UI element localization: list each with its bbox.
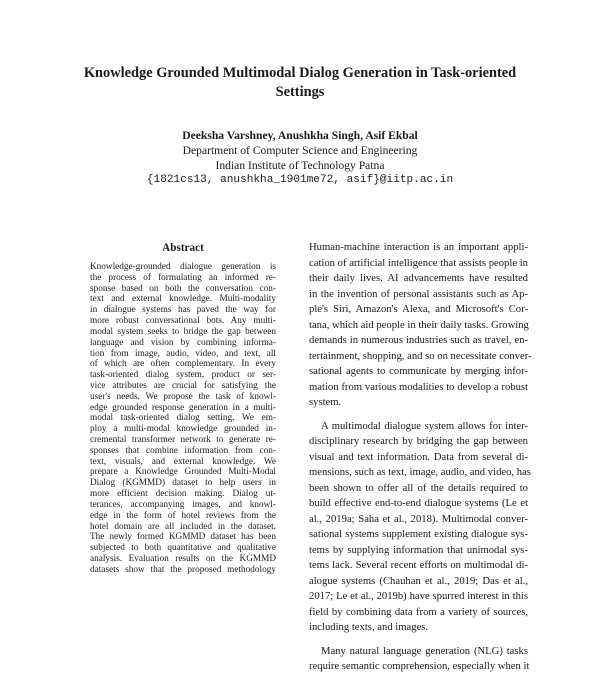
text-line: of which are often complementary. In every	[90, 359, 276, 370]
abstract-section	[90, 241, 276, 576]
text-line: demands in numerous industries such as travel, en-	[309, 335, 528, 346]
text-line: tems by supplying information that unimodal sys-	[309, 544, 528, 556]
author-names: Deeksha Varshney, Anushkha Singh, Asif Ekbal	[182, 129, 418, 142]
text-line: text and external knowledge. Multi-modality	[90, 294, 276, 305]
body-paragraph-1	[309, 240, 532, 411]
author-institute: Indian Institute of Technology Patna	[215, 159, 385, 172]
text-line: mation from various modalities to develop a robust	[309, 381, 528, 393]
text-line: tana, which aid people in their daily tasks. Growing	[309, 319, 529, 331]
text-line: Dialog (KGMMD) dataset to help users in	[90, 478, 276, 489]
text-line: modal system seeks to bridge the gap between	[90, 326, 276, 337]
text-line: in the invention of personal assistants such as Ap-	[309, 288, 528, 300]
text-line: task-oriented dialog system, product or ser-	[90, 370, 276, 381]
author-department: Department of Computer Science and Engineering	[182, 144, 418, 157]
text-line: datasets show that the proposed methodology	[90, 564, 276, 575]
text-line: their daily lives. AI advancements have resulted	[309, 273, 528, 284]
text-line: in dialogue systems has paved the way for	[90, 305, 276, 316]
text-line: prepare a Knowledge Grounded Multi-Modal	[90, 467, 276, 478]
text-line: been shown to offer all of the details required to	[309, 482, 528, 494]
text-line: tertainment, shopping, and so on necessitate conver-	[309, 350, 532, 362]
text-line: vice attributes are crucial for satisfying the	[90, 380, 276, 391]
author-email: {1821cs13, anushkha_1901me72, asif}@iitp.ac.in	[146, 174, 454, 186]
abstract-text	[90, 262, 276, 576]
paper-title	[60, 64, 540, 102]
text-line: sational systems supplement existing dialogue sys-	[309, 529, 528, 540]
text-line: including texts, and images.	[309, 622, 429, 633]
text-line: The newly formed KGMMD dataset has been	[90, 532, 276, 543]
title-line: Knowledge Grounded Multimodal Dialog Generation in Task-oriented	[83, 65, 517, 81]
title-line: Settings	[275, 84, 325, 100]
text-line: user's needs. We propose the task of knowl-	[90, 391, 276, 402]
text-line: the process of formulating an informed re-	[90, 272, 276, 283]
text-line: system.	[309, 397, 342, 408]
text-line: hotel domain are all included in the dataset.	[90, 521, 276, 532]
text-line: disciplinary research by bridging the gap between	[309, 436, 528, 447]
text-line: subjected to both quantitative and qualitative	[90, 543, 276, 554]
text-line: Human-machine interaction is an important appli-	[309, 242, 528, 253]
body-paragraph-3	[309, 644, 528, 675]
text-line: more efficient decision making. Dialog ut-	[90, 489, 276, 500]
text-line: more robust conversational bots. Any multi-	[90, 316, 276, 327]
text-line: analysis. Evaluation results on the KGMMD	[90, 553, 276, 564]
text-line: modal task-oriented dialog setting. We em-	[90, 413, 276, 424]
text-line: edge in the form of hotel reviews from the	[90, 510, 276, 521]
text-line: Knowledge-grounded dialogue generation is	[90, 262, 276, 272]
text-line: ploy a multi-modal knowledge grounded in-	[90, 424, 276, 435]
text-line: cremental transformer network to generate re-	[90, 435, 276, 445]
text-line: edge grounded response generation in a multi-	[90, 402, 276, 413]
author-block	[60, 128, 540, 188]
text-line: Many natural language generation (NLG) tasks	[321, 645, 528, 657]
text-line: sponses that combine information from con-	[90, 445, 276, 456]
text-line: sponse based on both the conversation con-	[90, 283, 276, 294]
text-line: cation of artificial intelligence that assists people in	[309, 257, 528, 269]
text-line: mensions, such as text, image, audio, and video, has	[309, 467, 531, 478]
text-line: al., 2019a; Saha et al., 2018). Multimodal conver-	[309, 513, 528, 525]
text-line: tems lack. Several recent efforts on multimodal di-	[309, 560, 528, 571]
text-line: field by combining data from a variety of sources,	[309, 606, 528, 618]
text-line: 2017; Le et al., 2019b) have spurred interest in this	[309, 591, 528, 602]
text-line: sational agents to communicate by merging infor-	[309, 366, 528, 377]
text-line: alogue systems (Chauhan et al., 2019; Das et al.,	[309, 575, 528, 587]
text-line: tion from image, audio, video, and text, all	[90, 348, 276, 359]
text-line: require semantic comprehension, especially when it	[309, 661, 530, 672]
abstract-heading: Abstract	[162, 242, 204, 254]
body-paragraph-2	[309, 419, 531, 636]
text-line: A multimodal dialogue system allows for inter-	[321, 420, 528, 432]
text-line: visual and text information. Data from several di-	[309, 451, 528, 463]
introduction-column	[309, 240, 532, 675]
text-line: build effective end-to-end dialogue systems (Le et	[309, 498, 528, 509]
text-line: text, visuals, and external knowledge. We	[90, 456, 276, 467]
text-line: terances, accompanying images, and knowl-	[90, 499, 276, 510]
text-line: ple's Siri, Amazon's Alexa, and Microsoft's Cor-	[309, 304, 528, 315]
text-line: language and vision by combining informa-	[90, 337, 276, 348]
